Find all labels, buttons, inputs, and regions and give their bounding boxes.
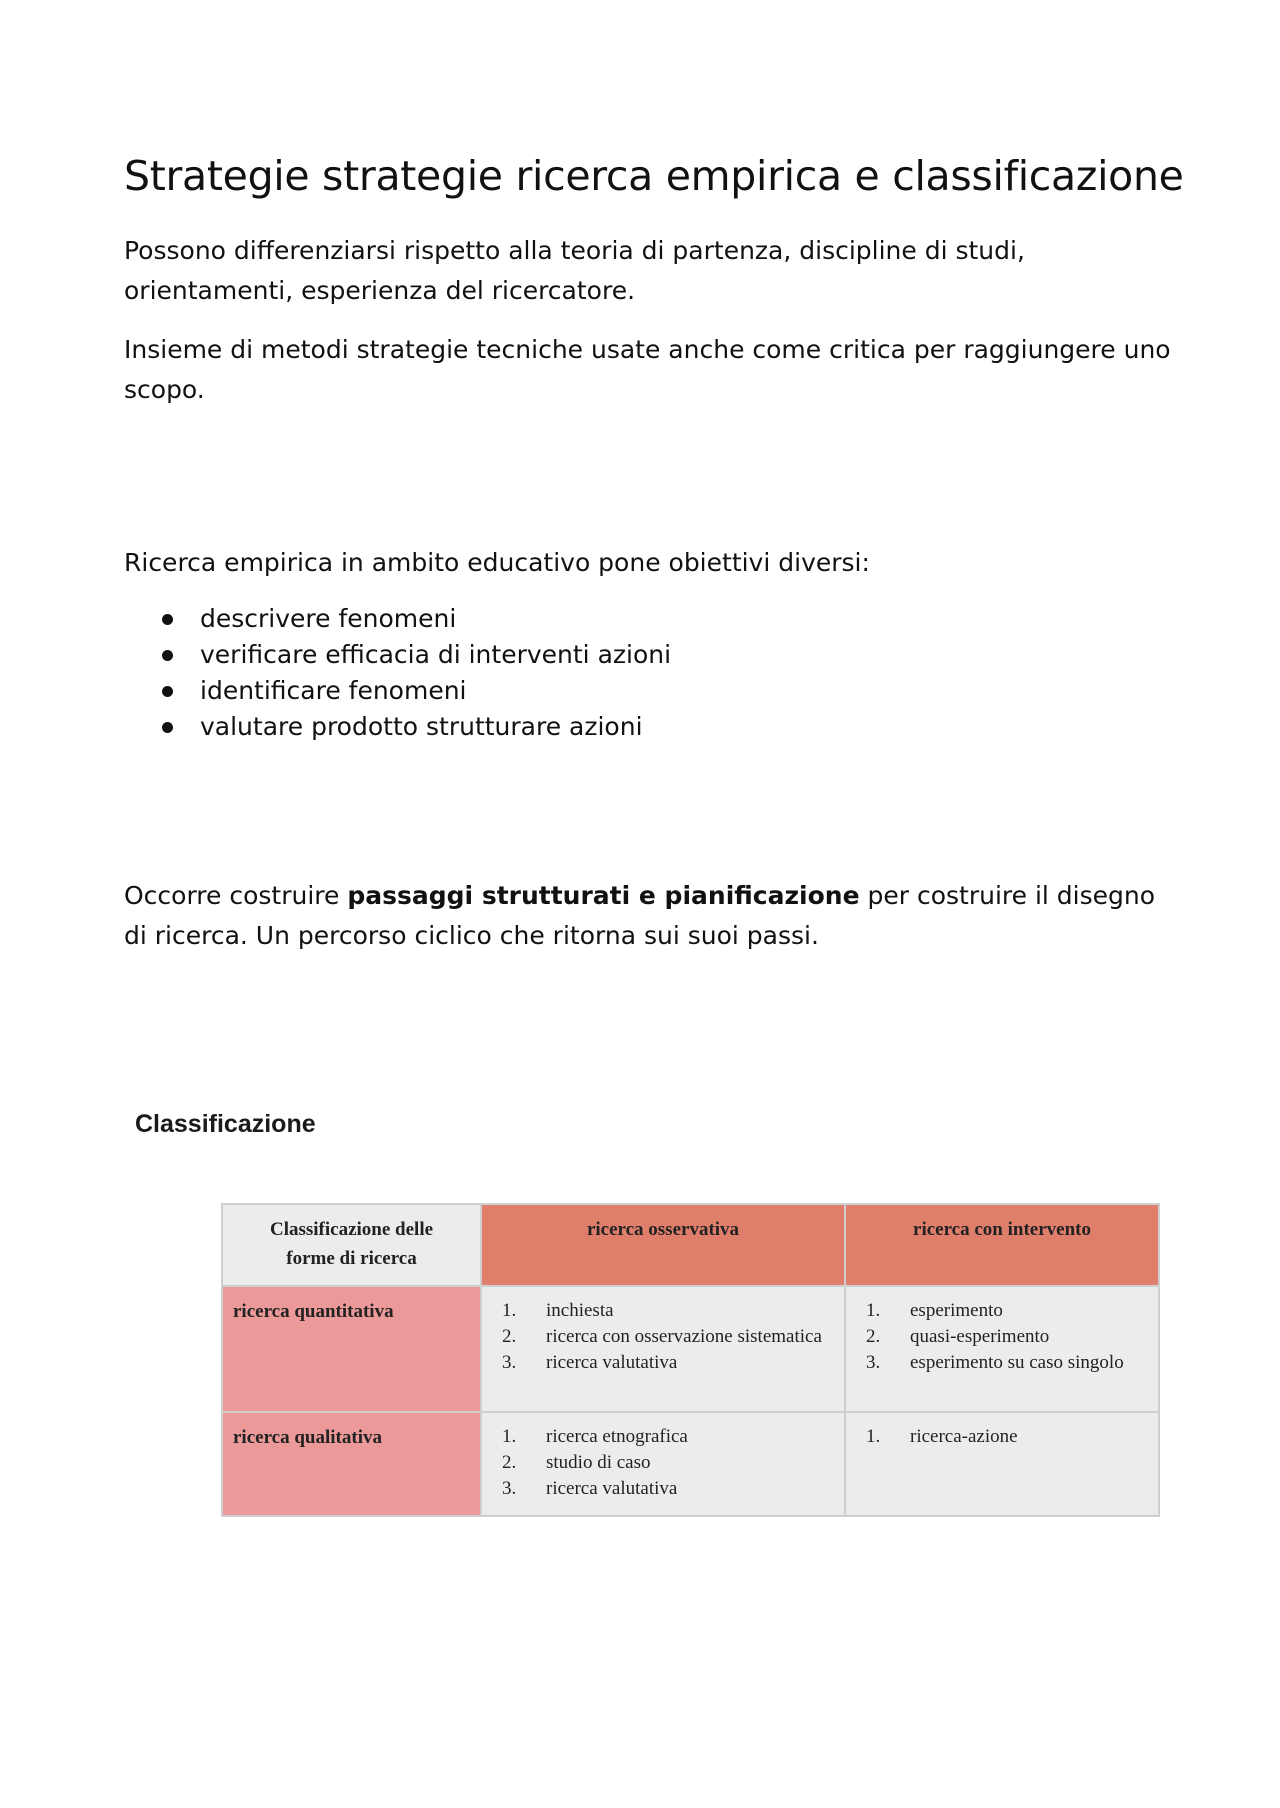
paragraph-line (124, 876, 1174, 916)
list-item-text: verificare efficacia di interventi azioni (200, 640, 672, 669)
row-header-quantitative: ricerca quantitativa (222, 1286, 481, 1412)
list-item: 3. ricerca valutativa (502, 1478, 678, 1499)
list-item (124, 637, 671, 673)
list-item: 1. inchiesta (502, 1300, 614, 1321)
cell-quantitative-observational (481, 1286, 845, 1412)
objectives-list (124, 601, 671, 745)
paragraph-line: Possono differenziarsi rispetto alla teoria di partenza, discipline di studi, (124, 236, 1025, 265)
list-item-text: descrivere fenomeni (200, 604, 457, 633)
classification-table (221, 1203, 1160, 1517)
list-item-text: identificare fenomeni (200, 676, 467, 705)
list-item: 2. studio di caso (502, 1452, 651, 1473)
list-item: 3. esperimento su caso singolo (866, 1352, 1124, 1373)
column-header-intervention: ricerca con intervento (845, 1204, 1159, 1286)
list-item: 1. ricerca-azione (866, 1426, 1018, 1447)
paragraph-differences (124, 231, 1174, 311)
list-item-text: valutare prodotto strutturare azioni (200, 712, 643, 741)
table-row (222, 1412, 1159, 1516)
text-segment: per costruire il disegno (859, 881, 1156, 910)
numbered-list (846, 1287, 1158, 1388)
cell-qualitative-intervention (845, 1412, 1159, 1516)
list-item: 3. ricerca valutativa (502, 1352, 678, 1373)
numbered-list (846, 1413, 1158, 1462)
list-item (124, 709, 671, 745)
cell-quantitative-intervention (845, 1286, 1159, 1412)
paragraph-methods (124, 330, 1174, 410)
document-title: Strategie strategie ricerca empirica e classificazione (124, 152, 1184, 200)
column-header-observational: ricerca osservativa (481, 1204, 845, 1286)
corner-header-line: Classificazione delle (269, 1219, 434, 1240)
bullet-icon (162, 686, 173, 697)
list-item: 1. ricerca etnografica (502, 1426, 688, 1447)
paragraph-objectives-intro: Ricerca empirica in ambito educativo pone obiettivi diversi: (124, 548, 870, 577)
bullet-icon (162, 650, 173, 661)
bullet-icon (162, 722, 173, 733)
list-item: 2. quasi-esperimento (866, 1326, 1050, 1347)
corner-header-line: forme di ricerca (286, 1248, 417, 1269)
list-item (124, 601, 671, 637)
bold-text: passaggi strutturati e pianificazione (347, 881, 860, 910)
table-row (222, 1286, 1159, 1412)
list-item: 1. esperimento (866, 1300, 1003, 1321)
list-item (124, 673, 671, 709)
paragraph-research-design (124, 876, 1174, 956)
table-corner-header (222, 1204, 481, 1286)
classification-heading: Classificazione (135, 1110, 316, 1138)
cell-qualitative-observational (481, 1412, 845, 1516)
paragraph-line: orientamenti, esperienza del ricercatore. (124, 276, 636, 305)
text-segment: Occorre costruire (124, 881, 348, 910)
row-header-qualitative: ricerca qualitativa (222, 1412, 481, 1516)
table-header-row (222, 1204, 1159, 1286)
paragraph-line: Insieme di metodi strategie tecniche usate anche come critica per raggiungere uno (124, 335, 1171, 364)
bullet-icon (162, 614, 173, 625)
list-item: 2. ricerca con osservazione sistematica (502, 1326, 822, 1347)
numbered-list (482, 1413, 844, 1514)
numbered-list (482, 1287, 844, 1388)
paragraph-line: di ricerca. Un percorso ciclico che ritorna sui suoi passi. (124, 921, 819, 950)
paragraph-line: scopo. (124, 375, 205, 404)
